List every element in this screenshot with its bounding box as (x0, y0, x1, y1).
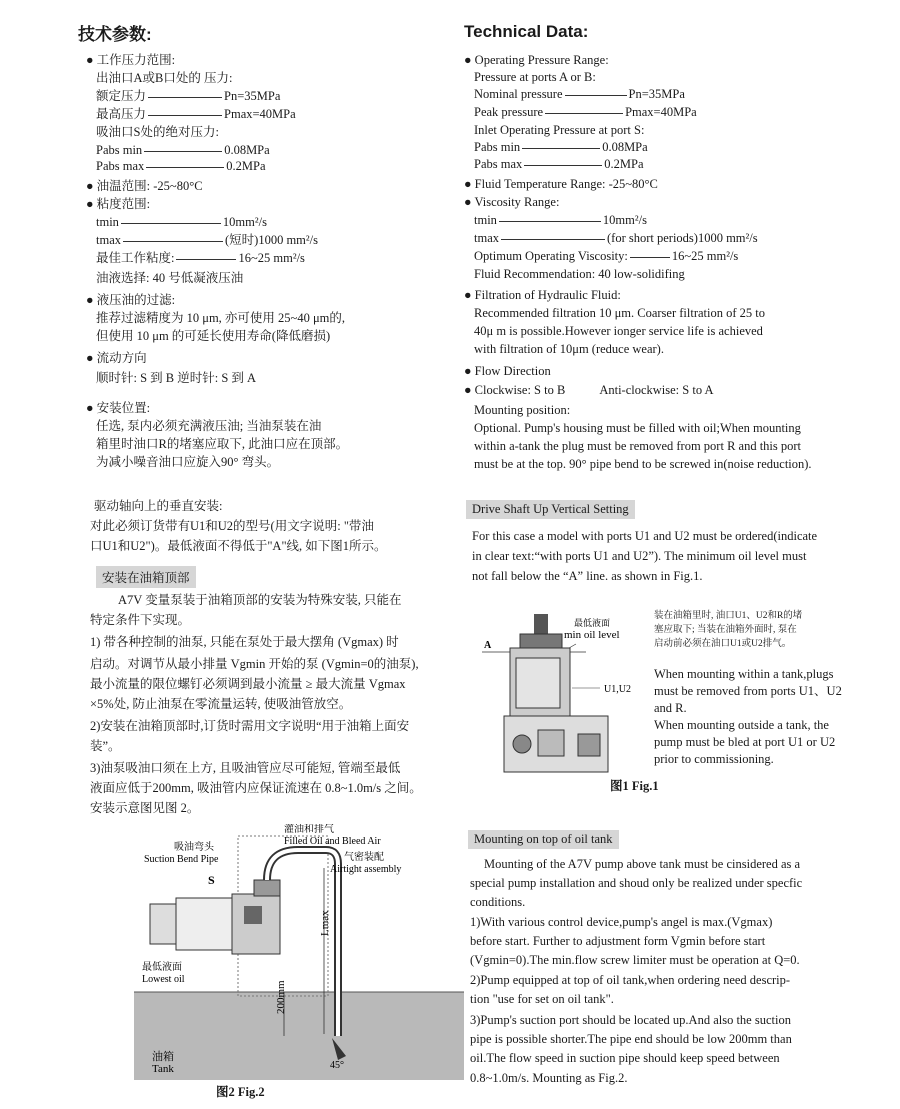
cn-line: ● 流动方向 (86, 351, 147, 365)
en-line: Inlet Operating Pressure at port S: (474, 123, 645, 137)
en-section-line: 0.8~1.0m/s. Mounting as Fig.2. (470, 1071, 628, 1085)
cn-line: 最佳工作粘度: 16~25 mm²/s (96, 251, 305, 265)
cn-section-vertical-title: 驱动轴向上的垂直安装: (94, 499, 223, 513)
cn-line: 推荐过滤精度为 10 μm, 亦可使用 25~40 μm的, (96, 311, 345, 325)
en-line: with filtration of 10μm (reduce wear). (474, 342, 664, 356)
en-section-line: 1)With various control device,pump's angel is max.(Vgmax) (470, 915, 773, 929)
cn-section-line: 口U1和U2")。最低液面不得低于"A"线, 如下图1所示。 (90, 539, 387, 553)
en-line: ● Filtration of Hydraulic Fluid: (464, 288, 621, 302)
fig1-en-line: pump must be bled at port U1 or U2 (654, 735, 836, 749)
fig2-filled-en: Filled Oil and Bleed Air (284, 836, 381, 847)
fig2-airtight-cn: 气密装配 (344, 852, 384, 863)
cn-section-line: A7V 变量泵装于油箱顶部的安装为特殊安装, 只能在 (118, 593, 402, 607)
fig2-caption: 图2 Fig.2 (216, 1085, 265, 1099)
fig1-cn-line: 塞应取下; 当装在油箱外面时, 泵在 (654, 625, 797, 635)
en-section-line: special pump installation and shoud only be realized under specfic (470, 876, 803, 890)
fig2-angle: 45° (330, 1060, 344, 1071)
en-line: ● Fluid Temperature Range: -25~80°C (464, 177, 658, 191)
fig2-diagram (134, 824, 464, 1094)
en-section-line: 3)Pump's suction port should be located up.And also the suction (470, 1013, 791, 1027)
fig1-en-line: prior to commissioning. (654, 752, 774, 766)
en-line: Optimum Operating Viscosity: 16~25 mm²/s (474, 249, 739, 263)
en-line: Nominal pressure Pn=35MPa (474, 87, 685, 101)
cn-line: Pabs max 0.2MPa (96, 159, 266, 173)
fig2-airtight-en: Airtight assembly (330, 864, 402, 875)
en-line: Optional. Pump's housing must be filled with oil;When mounting (474, 421, 801, 435)
fig1-diagram (466, 604, 656, 780)
en-section-vertical-title: Drive Shaft Up Vertical Setting (466, 500, 635, 519)
cn-section-line: 3)油泵吸油口须在上方, 且吸油管应尽可能短, 管端至最低 (90, 761, 401, 775)
en-title: Technical Data: (464, 22, 589, 41)
fig2-tank-cn: 油箱 (152, 1051, 174, 1063)
cn-line: ● 粘度范围: (86, 197, 151, 211)
cn-section-line: 安装示意图见图 2。 (90, 801, 200, 815)
fig2-filled-cn: 灌油和排气 (284, 824, 334, 835)
fig2-lowest-cn: 最低液面 (142, 962, 182, 973)
en-section-line: (Vgmin=0).The min.flow screw limiter must be operation at Q=0. (470, 953, 800, 967)
cn-line: 吸油口S处的绝对压力: (96, 125, 219, 139)
en-line: ● Clockwise: S to B Anti-clockwise: S to A (464, 383, 714, 397)
fig1-label-ports: U1,U2 (604, 684, 631, 695)
cn-section-line: ×5%处, 防止油泵在零流量运转, 使吸油管放空。 (90, 697, 352, 711)
en-section-line: not fall below the “A” line. as shown in Fig.1. (472, 569, 703, 583)
fig2-lowest-en: Lowest oil (142, 974, 185, 985)
cn-line: tmax (短时)1000 mm²/s (96, 233, 318, 247)
en-section-line: in clear text:“with ports U1 and U2”). The minimum oil level must (472, 549, 807, 563)
fig2-suction-en: Suction Bend Pipe (144, 854, 219, 865)
cn-section-line: 1) 带各种控制的油泵, 只能在泵处于最大摆角 (Vgmax) 时 (90, 635, 399, 649)
cn-section-line: 装”。 (90, 739, 121, 753)
en-section-line: pipe is possible shorter.The pipe end should be low 200mm than (470, 1032, 792, 1046)
en-section-line: 2)Pump equipped at top of oil tank,when ordering need descrip- (470, 973, 791, 987)
cn-line: 箱里时油口R的堵塞应取下, 此油口应在顶部。 (96, 437, 349, 451)
cn-title: 技术参数: (78, 25, 152, 44)
cn-line: 任选, 泵内必须充满液压油; 当油泵装在油 (96, 419, 322, 433)
en-line: within a-tank the plug must be removed from port R and this port (474, 439, 802, 453)
en-section-line: before start. Further to adjustment form Vgmin before start (470, 934, 766, 948)
cn-line: 最高压力 Pmax=40MPa (96, 107, 296, 121)
en-line: Pabs max 0.2MPa (474, 157, 644, 171)
cn-line: Pabs min 0.08MPa (96, 143, 270, 157)
en-line: ● Flow Direction (464, 364, 551, 378)
fig2-s-label: S (208, 873, 215, 887)
en-section-line: oil.The flow speed in suction pipe should keep speed between (470, 1051, 780, 1065)
fig2-suction-cn: 吸油弯头 (174, 842, 214, 853)
en-line: Recommended filtration 10 μm. Coarser filtration of 25 to (474, 306, 766, 320)
en-line: Pressure at ports A or B: (474, 70, 596, 84)
en-line: Mounting position: (474, 403, 571, 417)
cn-line: 额定压力 Pn=35MPa (96, 89, 281, 103)
cn-line: 油液选择: 40 号低凝液压油 (96, 271, 244, 285)
cn-line: ● 油温范围: -25~80°C (86, 179, 203, 193)
en-line: ● Operating Pressure Range: (464, 53, 609, 67)
en-section-line: conditions. (470, 895, 526, 909)
cn-line: 出油口A或B口处的 压力: (96, 71, 233, 85)
en-line: tmin 10mm²/s (474, 213, 647, 227)
fig2-dim-200: 200mm (275, 980, 287, 1014)
en-line: Fluid Recommendation: 40 low-solidifing (474, 267, 685, 281)
cn-line: ● 工作压力范围: (86, 53, 176, 67)
cn-line: tmin 10mm²/s (96, 215, 267, 229)
cn-line: 顺时针: S 到 B 逆时针: S 到 A (96, 371, 257, 385)
en-line: ● Viscosity Range: (464, 195, 560, 209)
fig1-en-line: When mounting within a tank,plugs (654, 667, 834, 681)
fig1-label-a: A (484, 640, 492, 651)
cn-line: ● 液压油的过滤: (86, 293, 176, 307)
cn-section-line: 2)安装在油箱顶部时,订货时需用文字说明“用于油箱上面安 (90, 719, 410, 733)
en-line: 40μ m is possible.However ionger service life is achieved (474, 324, 763, 338)
fig1-en-line: and R. (654, 701, 687, 715)
cn-line: 为减小噪音油口应旋入90° 弯头。 (96, 455, 280, 469)
fig1-label-en: min oil level (564, 629, 620, 641)
fig1-en-line: When mounting outside a tank, the (654, 718, 829, 732)
fig1-cn-line: 启动前必须在油口U1或U2排气。 (654, 639, 792, 649)
en-line: must be at the top. 90° pipe bend to be screwed in(noise reduction). (474, 457, 812, 471)
en-section-line: For this case a model with ports U1 and U2 must be ordered(indicate (472, 529, 818, 543)
fig1-cn-line: 装在油箱里时, 油口U1、U2和R的堵 (654, 611, 803, 621)
cn-line: 但使用 10 μm 的可延长使用寿命(降低磨损) (96, 329, 331, 343)
en-section-tank-title: Mounting on top of oil tank (468, 830, 619, 849)
cn-section-line: 液面应低于200mm, 吸油管内应保证流速在 0.8~1.0m/s 之间。 (90, 781, 422, 795)
en-line: Peak pressure Pmax=40MPa (474, 105, 697, 119)
en-section-line: Mounting of the A7V pump above tank must be cinsidered as a (484, 857, 801, 871)
cn-section-line: 最小流量的限位螺钉必须调到最小流量 ≥ 最大流量 Vgmax (90, 677, 406, 691)
fig2-tank-en: Tank (152, 1063, 174, 1075)
cn-section-tank-title: 安装在油箱顶部 (96, 566, 196, 588)
fig1-en-line: must be removed from ports U1、U2 (654, 684, 842, 698)
cn-line: ● 安装位置: (86, 401, 151, 415)
fig1-label-cn: 最低液面 (574, 618, 611, 628)
cn-section-line: 特定条件下实现。 (90, 613, 191, 627)
en-section-line: tion "use for set on oil tank". (470, 992, 614, 1006)
en-line: tmax (for short periods)1000 mm²/s (474, 231, 758, 245)
fig1-caption: 图1 Fig.1 (610, 779, 659, 793)
cn-section-line: 对此必须订货带有U1和U2的型号(用文字说明: "带油 (90, 519, 374, 533)
fig2-lmax: Lmax (319, 910, 331, 936)
cn-section-line: 启动。对调节从最小排量 Vgmin 开始的泵 (Vgmin=0的油泵), (90, 657, 419, 671)
en-line: Pabs min 0.08MPa (474, 140, 648, 154)
